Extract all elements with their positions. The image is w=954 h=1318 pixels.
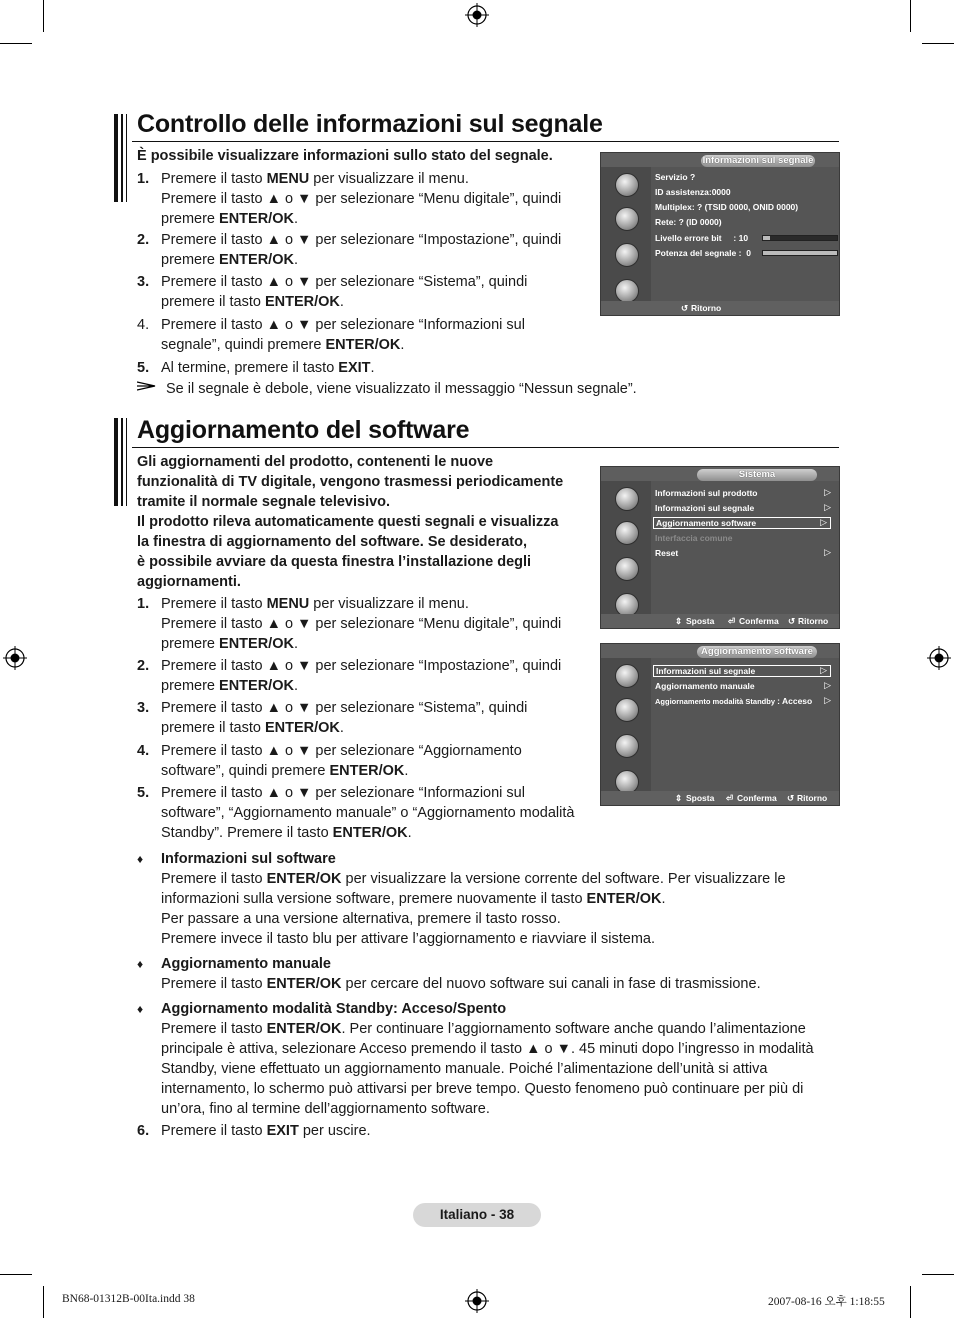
arrow-right-icon: ▷ [824,680,831,690]
step-item: 4. Premere il tasto ▲ o ▼ per selezionare “Informazioni sul segnale”, quindi premere ENTER/OK. [137,317,525,353]
osd-footer: ⇕ Sposta ⏎ Conferma ↺ Ritorno [601,791,839,805]
arrow-right-icon: ▷ [820,517,827,527]
step-item: 4. Premere il tasto ▲ o ▼ per selezionare “Aggiornamento software”, quindi premere ENTER/OK. [137,743,522,779]
diamond-bullet-icon: ♦ [137,957,144,971]
setup-menu-icon [615,557,639,581]
return-icon: ↺ [681,303,689,313]
osd-menu-item[interactable]: Reset [655,548,679,558]
section-lead: Gli aggiornamenti del prodotto, contenenti le nuove funzionalità di TV digitale, vengono trasmessi periodicamente tramite il normale segnale televisivo. Il prodotto rileva automaticamente questi segnali e visualizza la finestra di aggiornamento del software. Se desiderato, è possibile avviare da questa finestra l’installazione degli aggiornamenti. [137,454,564,590]
crop-mark [910,1286,911,1318]
crop-mark [910,0,911,32]
section-title: Controllo delle informazioni sul segnale [137,110,603,138]
osd-row: Livello errore bit : 10 [655,233,749,243]
arrow-right-icon: ▷ [824,502,831,512]
registration-mark-icon [927,646,951,670]
osd-menu-item-disabled: Interfaccia comune [655,533,733,543]
osd-software-update-menu [600,643,840,806]
sound-menu-icon [615,521,639,545]
move-icon: ⇕ [675,793,683,803]
arrow-right-icon: ▷ [824,487,831,497]
section-lead: È possibile visualizzare informazioni sullo stato del segnale. [137,148,553,164]
osd-row: ID assistenza:0000 [655,187,731,197]
diamond-bullet-icon: ♦ [137,852,144,866]
crop-mark [43,0,44,32]
crop-mark [922,43,954,44]
note-arrow-icon [137,381,157,391]
section-bar [126,418,127,506]
registration-mark-icon [465,1289,489,1313]
osd-row: Potenza del segnale : 0 [655,248,751,258]
osd-return-label: Ritorno [691,303,722,313]
step-item: 6. Premere il tasto EXIT per uscire. [137,1123,371,1139]
arrow-right-icon: ▷ [824,547,831,557]
osd-row: Multiplex: ? (TSID 0000, ONID 0000) [655,202,799,212]
registration-mark-icon [465,3,489,27]
picture-menu-icon [615,173,639,197]
section-bar [121,114,123,202]
input-menu-icon [615,279,639,303]
enter-icon: ⏎ [726,793,734,803]
step-item: 5. Al termine, premere il tasto EXIT. [137,360,375,376]
section-bar [126,114,127,202]
osd-signal-info [600,152,840,316]
sound-menu-icon [615,207,639,231]
step-item: 5. Premere il tasto ▲ o ▼ per selezionare “Informazioni sul software”, “Aggiornamento manuale” o “Aggiornamento modalità Standby”. Premere il tasto ENTER/OK. [137,785,575,841]
move-icon: ⇕ [675,616,683,626]
section-bar [121,418,123,506]
section-title: Aggiornamento del software [137,416,470,444]
bullet-item: ♦ Informazioni sul software Premere il tasto ENTER/OK per visualizzare la versione corrente del software. Per visualizzare le informazioni sulla versione software, premere nuovamente il tasto ENTER/OK. Per passare a una versione alternativa, premere il tasto rosso. Premere invece il tasto blu per attivare l’aggiornamento e riavviare il sistema. [137,851,786,947]
osd-menu-item[interactable]: Informazioni sul prodotto [655,488,758,498]
step-item: 2. Premere il tasto ▲ o ▼ per selezionare “Impostazione”, quindi premere ENTER/OK. [137,232,562,268]
picture-menu-icon [615,664,639,688]
bullet-item: ♦ Aggiornamento modalità Standby: Acceso/Spento Premere il tasto ENTER/OK. Per continuare l’aggiornamento software anche quando l’alimentazione principale è attiva, selezionare Acceso premendo il tasto ▲ o ▼. 45 minuti dopo l’ingresso in modalità Standby, viene effettuato un aggiornamento manuale. Poiché l’alimentazione dell’unità si attiva internamento, lo schermo può attivarsi per breve tempo. Questo fenomeno può continuare per più di un’ora, fino al termine dell’aggiornamento software. [137,1001,814,1117]
osd-row: Servizio ? [655,172,696,182]
osd-row: Rete: ? (ID 0000) [655,217,722,227]
bit-error-bar [762,235,838,241]
diamond-bullet-icon: ♦ [137,1002,144,1016]
arrow-right-icon: ▷ [824,695,831,705]
signal-strength-bar [762,250,838,256]
osd-footer [601,301,839,315]
step-item: 1. Premere il tasto MENU per visualizzare il menu. Premere il tasto ▲ o ▼ per selezionare “Menu digitale”, quindi premere ENTER/OK. [137,171,562,227]
date-slug: 2007-08-16 오후 1:18:55 [768,1296,885,1308]
picture-menu-icon [615,487,639,511]
sound-menu-icon [615,698,639,722]
return-icon: ↺ [788,616,796,626]
crop-mark [43,1286,44,1318]
setup-menu-icon [615,243,639,267]
osd-menu-item[interactable]: Aggiornamento manuale [655,681,755,691]
enter-icon: ⏎ [728,616,736,626]
osd-menu-item-selected[interactable]: Informazioni sul segnale [653,665,831,677]
osd-menu-item-selected[interactable]: Aggiornamento software [653,517,831,529]
section-rule [132,141,839,142]
crop-mark [922,1274,954,1275]
note-text: Se il segnale è debole, viene visualizzato il messaggio “Nessun segnale”. [166,381,637,397]
arrow-right-icon: ▷ [820,665,827,675]
section-bar [114,418,118,506]
return-icon: ↺ [787,793,795,803]
bullet-item: ♦ Aggiornamento manuale Premere il tasto ENTER/OK per cercare del nuovo software sui canali in fase di trasmissione. [137,956,761,992]
section-bar [114,114,118,202]
crop-mark [0,43,32,44]
step-item: 3. Premere il tasto ▲ o ▼ per selezionare “Sistema”, quindi premere il tasto ENTER/OK. [137,700,528,736]
osd-menu-item[interactable]: Aggiornamento modalità Standby : Acceso [655,696,813,706]
setup-menu-icon [615,734,639,758]
osd-title: Informazioni sul segnale [702,155,814,166]
step-item: 2. Premere il tasto ▲ o ▼ per selezionare “Impostazione”, quindi premere ENTER/OK. [137,658,562,694]
osd-title: Aggiornamento software [697,646,817,658]
osd-footer: ⇕ Sposta ⏎ Conferma ↺ Ritorno [601,614,839,628]
page-number: Italiano - 38 [413,1203,541,1227]
osd-system-menu [600,466,840,629]
osd-menu-item[interactable]: Informazioni sul segnale [655,503,755,513]
osd-title: Sistema [697,469,817,481]
section-rule [132,447,839,448]
crop-mark [0,1274,32,1275]
step-item: 1. Premere il tasto MENU per visualizzare il menu. Premere il tasto ▲ o ▼ per selezionare “Menu digitale”, quindi premere ENTER/OK. [137,596,562,652]
registration-mark-icon [3,646,27,670]
step-item: 3. Premere il tasto ▲ o ▼ per selezionare “Sistema”, quindi premere il tasto ENTER/OK. [137,274,528,310]
file-slug: BN68-01312B-00Ita.indd 38 [62,1293,195,1305]
